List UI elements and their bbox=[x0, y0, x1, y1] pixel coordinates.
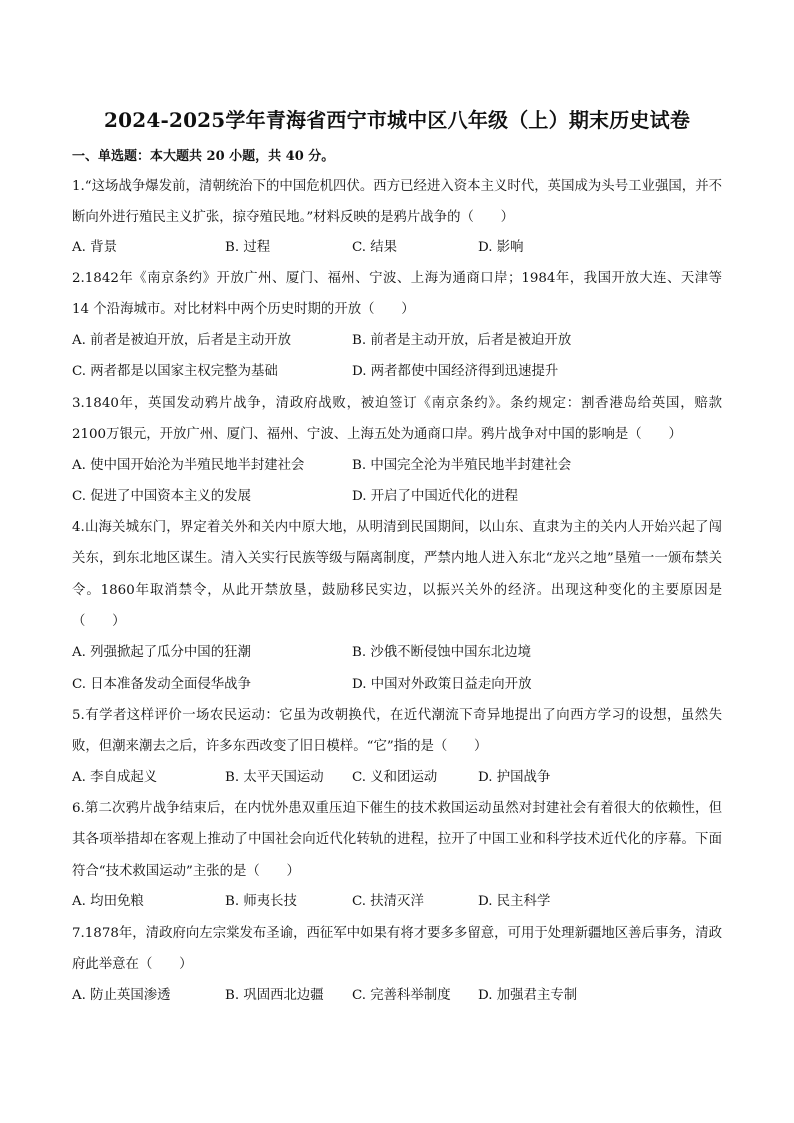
option-d[interactable]: D. 护国战争 bbox=[478, 770, 551, 785]
question-2-stem: 2.1842年《南京条约》开放广州、厦门、福州、宁波、上海为通商口岸；1984年，我国开放大连、天津等 14 个沿海城市。对比材料中两个历史时期的开放（ ） bbox=[72, 271, 722, 318]
question-5-stem: 5.有学者这样评价一场农民运动：它虽为改朝换代，在近代潮流下奇异地提出了向西方学习的设想，虽然失败，但潮来潮去之后，许多东西改变了旧日模样。“它”指的是（ ） bbox=[72, 708, 722, 755]
question-3-stem: 3.1840年，英国发动鸦片战争，清政府战败，被迫签订《南京条约》。条约规定：割香港岛给英国，赔款2100万银元，开放广州、厦门、福州、宁波、上海五处为通商口岸。鸦片战争对中国的影响是（ ） bbox=[72, 396, 722, 443]
question-2-options-row2 bbox=[72, 356, 722, 387]
option-a[interactable]: A. 使中国开始沦为半殖民地半封建社会 bbox=[72, 458, 305, 473]
question-1-stem: 1.“这场战争爆发前，清朝统治下的中国危机四伏。西方已经进入资本主义时代，英国成为头号工业强国，并不断向外进行殖民主义扩张，掠夺殖民地。”材料反映的是鸦片战争的（ ） bbox=[72, 179, 722, 226]
option-d[interactable]: D. 民主科学 bbox=[478, 894, 551, 909]
option-c[interactable]: C. 完善科举制度 bbox=[352, 988, 451, 1003]
option-b[interactable]: B. 太平天国运动 bbox=[225, 770, 324, 785]
question-7-options bbox=[72, 980, 722, 1011]
option-b[interactable]: B. 巩固西北边疆 bbox=[225, 988, 324, 1003]
option-a[interactable]: A. 前者是被迫开放，后者是主动开放 bbox=[72, 333, 292, 348]
option-c[interactable]: C. 结果 bbox=[352, 240, 398, 255]
option-c[interactable]: C. 日本准备发动全面侵华战争 bbox=[72, 677, 251, 692]
option-a[interactable]: A. 均田免粮 bbox=[72, 894, 144, 909]
exam-title: 2024-2025学年青海省西宁市城中区八年级（上）期末历史试卷 bbox=[103, 108, 691, 132]
option-a[interactable]: A. 背景 bbox=[72, 240, 117, 255]
section-heading: 一、单选题：本大题共 20 小题，共 40 分。 bbox=[72, 149, 335, 164]
option-a[interactable]: A. 防止英国渗透 bbox=[72, 988, 171, 1003]
option-c[interactable]: C. 促进了中国资本主义的发展 bbox=[72, 489, 251, 504]
option-b[interactable]: B. 过程 bbox=[225, 240, 271, 255]
question-1-options bbox=[72, 232, 722, 263]
question-6-options bbox=[72, 886, 722, 917]
option-b[interactable]: B. 前者是主动开放，后者是被迫开放 bbox=[352, 333, 572, 348]
option-d[interactable]: D. 影响 bbox=[478, 240, 524, 255]
option-d[interactable]: D. 中国对外政策日益走向开放 bbox=[352, 677, 532, 692]
option-d[interactable]: D. 加强君主专制 bbox=[478, 988, 578, 1003]
option-c[interactable]: C. 义和团运动 bbox=[352, 770, 438, 785]
option-a[interactable]: A. 列强掀起了瓜分中国的狂潮 bbox=[72, 645, 251, 660]
question-5-options bbox=[72, 762, 722, 793]
option-d[interactable]: D. 开启了中国近代化的进程 bbox=[352, 489, 519, 504]
question-7-stem: 7.1878年，清政府向左宗棠发布圣谕，西征军中如果有将才要多多留意，可用于处理新疆地区善后事务，清政府此举意在（ ） bbox=[72, 926, 722, 973]
option-b[interactable]: B. 沙俄不断侵蚀中国东北边境 bbox=[352, 645, 532, 660]
question-6-stem: 6.第二次鸦片战争结束后，在内忧外患双重压迫下催生的技术救国运动虽然对封建社会有着很大的依赖性，但其各项举措却在客观上推动了中国社会向近代化转轨的进程，拉开了中国工业和科学技术近代化的序幕。下面符合“技术救国运动”主张的是（ ） bbox=[72, 801, 722, 879]
option-c[interactable]: C. 两者都是以国家主权完整为基础 bbox=[72, 364, 278, 379]
option-c[interactable]: C. 扶清灭洋 bbox=[352, 894, 424, 909]
question-2-options-row1 bbox=[72, 325, 722, 356]
option-b[interactable]: B. 中国完全沦为半殖民地半封建社会 bbox=[352, 458, 572, 473]
question-3-options-row1 bbox=[72, 450, 722, 481]
question-4-stem: 4.山海关城东门，界定着关外和关内中原大地，从明清到民国期间，以山东、直隶为主的关内人开始兴起了闯关东，到东北地区谋生。清入关实行民族等级与隔离制度，严禁内地人进入东北“龙兴之地”垦殖一一颁布禁关令。1860年取消禁令，从此开禁放垦，鼓励移民实边，以振兴关外的经济。出现这种变化的主要原因是（ ） bbox=[72, 520, 722, 629]
question-3-options-row2 bbox=[72, 481, 722, 512]
option-b[interactable]: B. 师夷长技 bbox=[225, 894, 297, 909]
option-d[interactable]: D. 两者都使中国经济得到迅速提升 bbox=[352, 364, 559, 379]
option-a[interactable]: A. 李自成起义 bbox=[72, 770, 158, 785]
question-4-options-row2 bbox=[72, 669, 722, 700]
question-4-options-row1 bbox=[72, 637, 722, 668]
